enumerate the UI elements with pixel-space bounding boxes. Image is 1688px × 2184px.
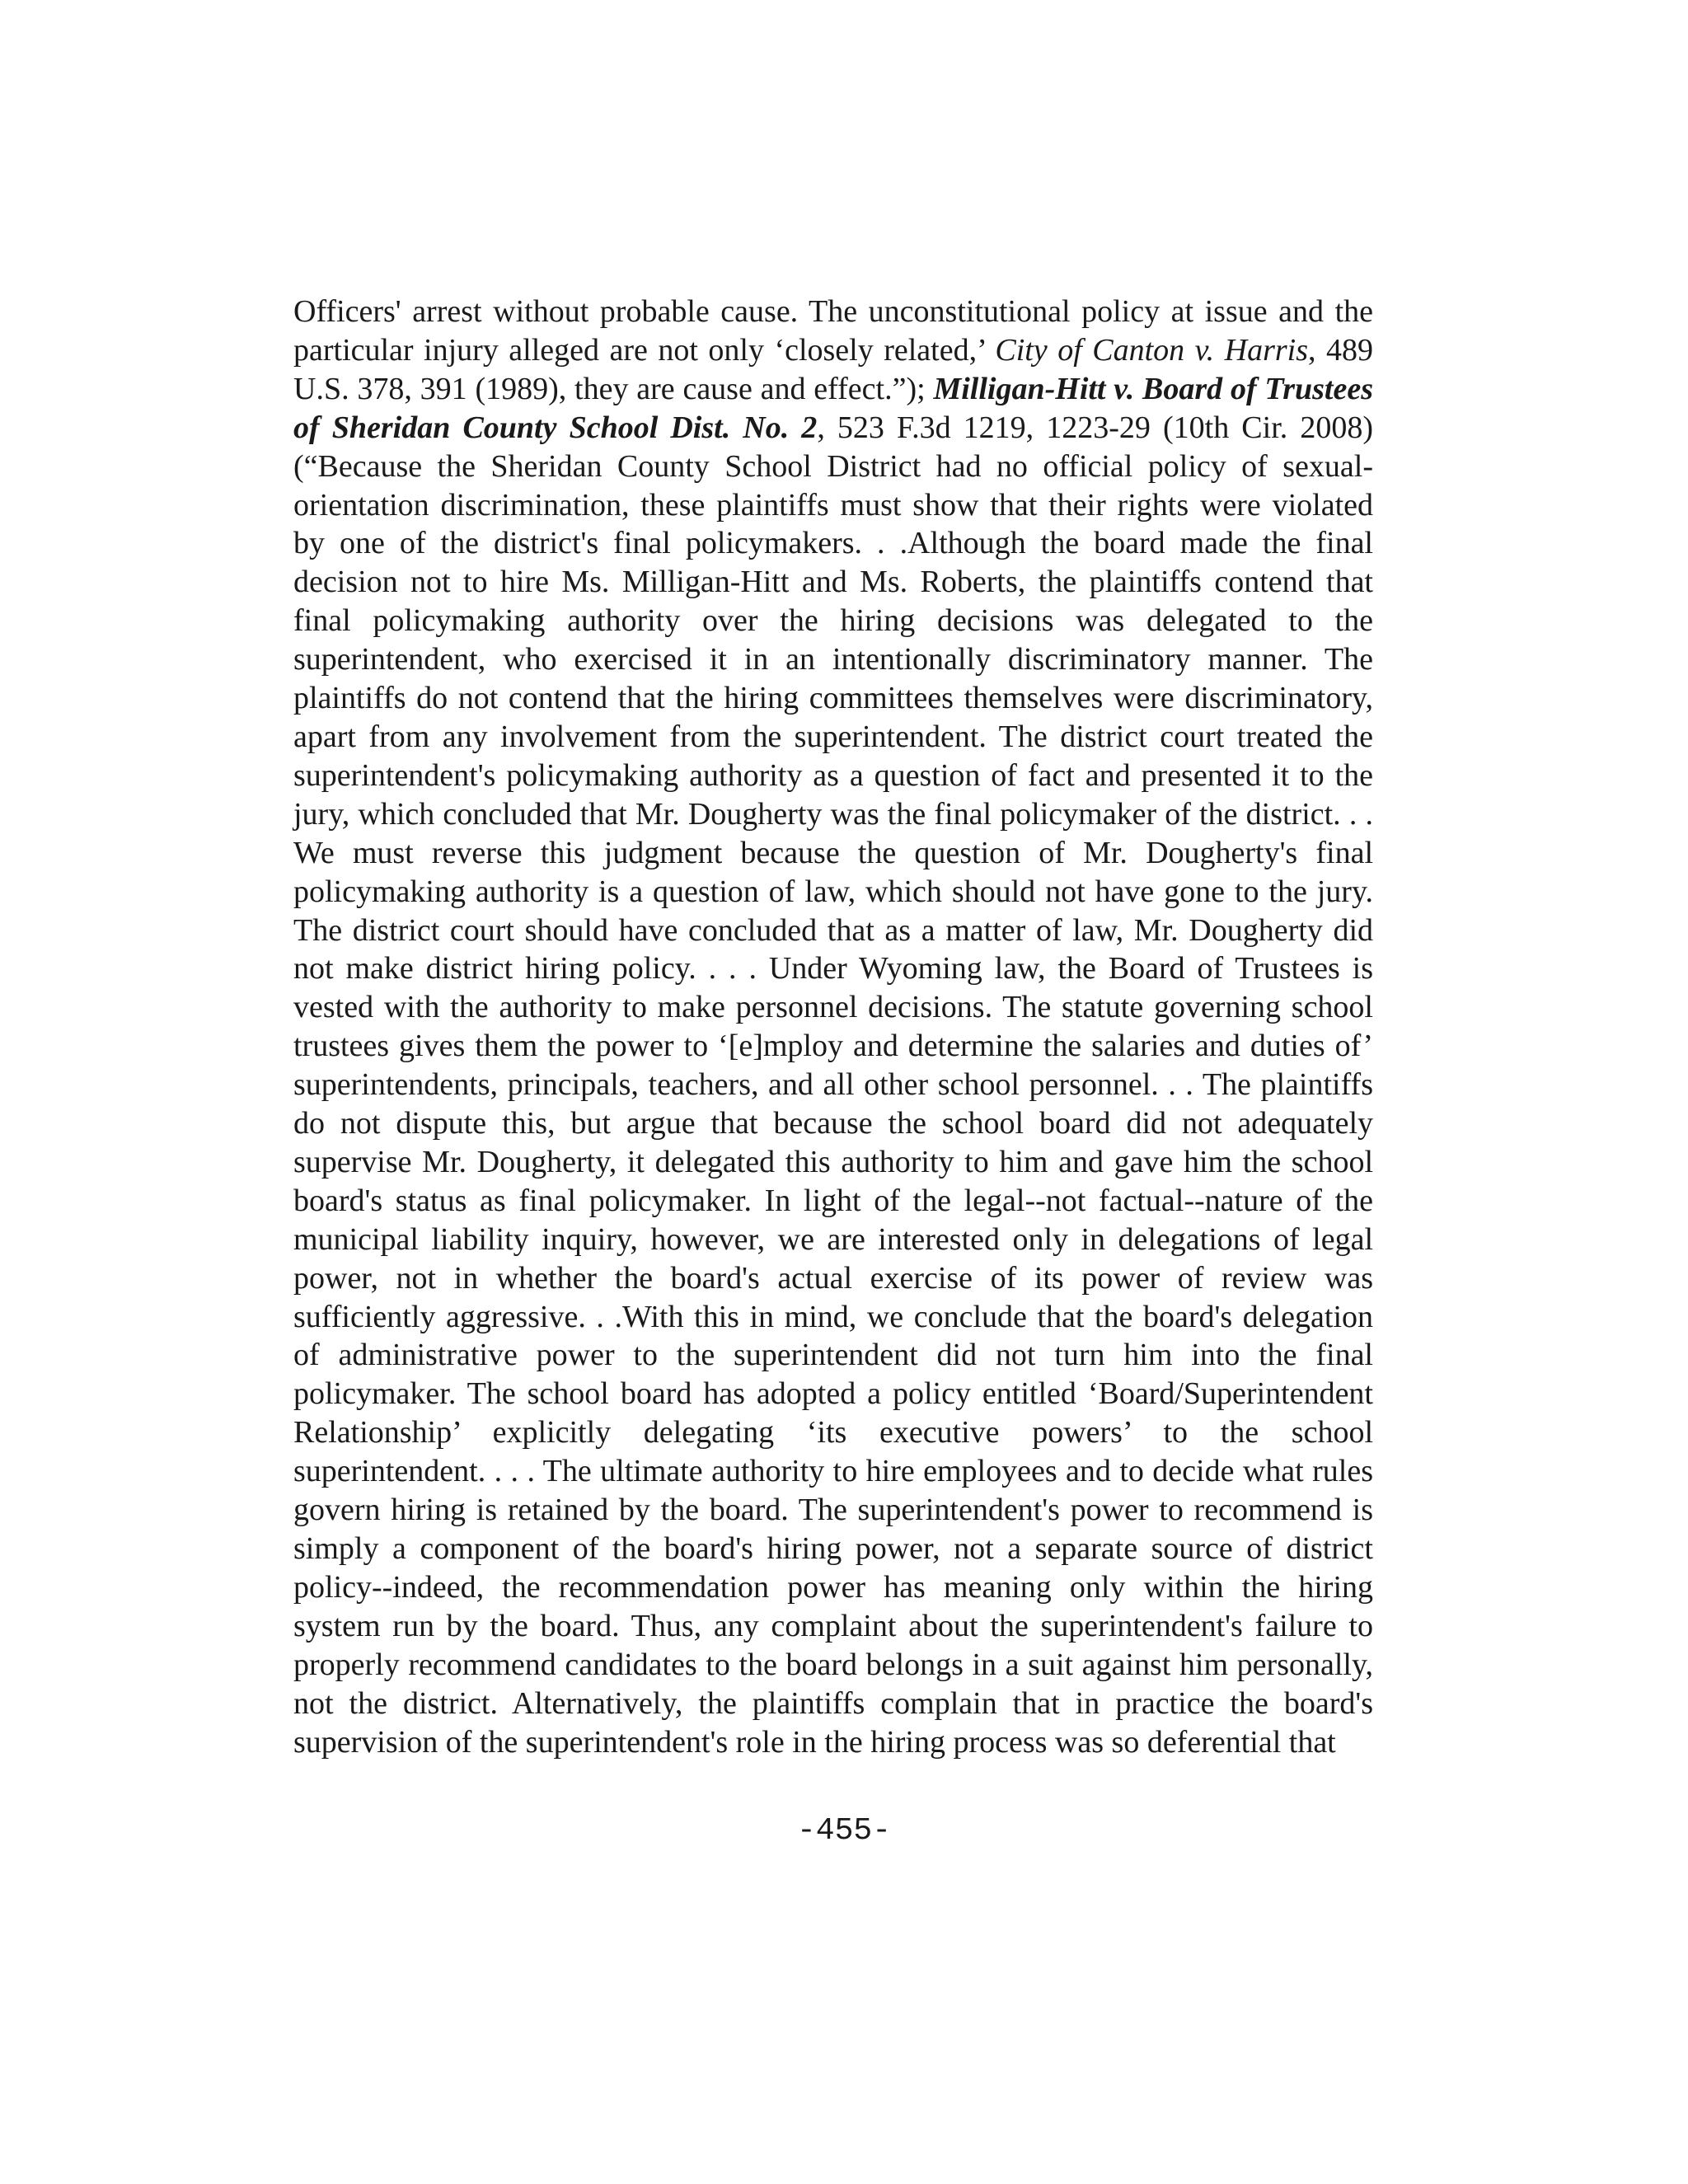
text-segment-1: Officers' arrest without probable cause. The unconstitutional policy at issue and the particular injury alleged are not only ‘closely related,’	[293, 294, 1373, 368]
text-segment-3: , 489 U.S. 378, 391 (1989), they are cause and effect.”);	[293, 332, 1374, 406]
case-citation-city-of-canton: City of Canton v. Harris	[995, 332, 1309, 368]
case-citation-milligan-hitt: Milligan-Hitt v. Board of Trustees of Sheridan County School Dist. No. 2	[293, 371, 1373, 445]
text-segment-5: , 523 F.3d 1219, 1223-29 (10th Cir. 2008) (“Because the Sheridan County School District had no official policy of sexual-orientation discrimination, these plaintiffs must show that their rights were violated by one of the district's final policymakers. . .Although the board made the final decision not to hire Ms. Milligan-Hitt and Ms. Roberts, the plaintiffs contend that final policymaking authority over the hiring decisions was delegated to the superintendent, who exercised it in an intentionally discriminatory manner. The plaintiffs do not contend that the hiring committees themselves were discriminatory, apart from any involvement from the superintendent. The district court treated the superintendent's policymaking authority as a question of fact and presented it to the jury, which concluded that Mr. Dougherty was the final policymaker of the district. . . We must reverse this judgment because the question of Mr. Dougherty's final policymaking authority is a question of law, which should not have gone to the jury. The district court should have concluded that as a matter of law, Mr. Dougherty did not make district hiring policy. . . . Under Wyoming law, the Board of Trustees is vested with the authority to make personnel decisions. The statute governing school trustees gives them the power to ‘[e]mploy and determine the salaries and duties of’ superintendents, principals, teachers, and all other school personnel. . . The plaintiffs do not dispute this, but argue that because the school board did not adequately supervise Mr. Dougherty, it delegated this authority to him and gave him the school board's status as final policymaker. In light of the legal--not factual--nature of the municipal liability inquiry, however, we are interested only in delegations of legal power, not in whether the board's actual exercise of its power of review was sufficiently aggressive. . .With this in mind, we conclude that the board's delegation of administrative power to the superintendent did not turn him into the final policymaker. The school board has adopted a policy entitled ‘Board/Superintendent Relationship’ explicitly delegating ‘its executive powers’ to the school superintendent. . . . The ultimate authority to hire employees and to decide what rules govern hiring is retained by the board. The superintendent's power to recommend is simply a component of the board's hiring power, not a separate source of district policy--indeed, the recommendation power has meaning only within the hiring system run by the board. Thus, any complaint about the superintendent's failure to properly recommend candidates to the board belongs in a suit against him personally, not the district. Alternatively, the plaintiffs complain that in practice the board's supervision of the superintendent's role in the hiring process was so deferential that	[293, 410, 1373, 1760]
page-number: -455-	[796, 1813, 892, 1849]
body-paragraph	[293, 293, 1373, 1761]
